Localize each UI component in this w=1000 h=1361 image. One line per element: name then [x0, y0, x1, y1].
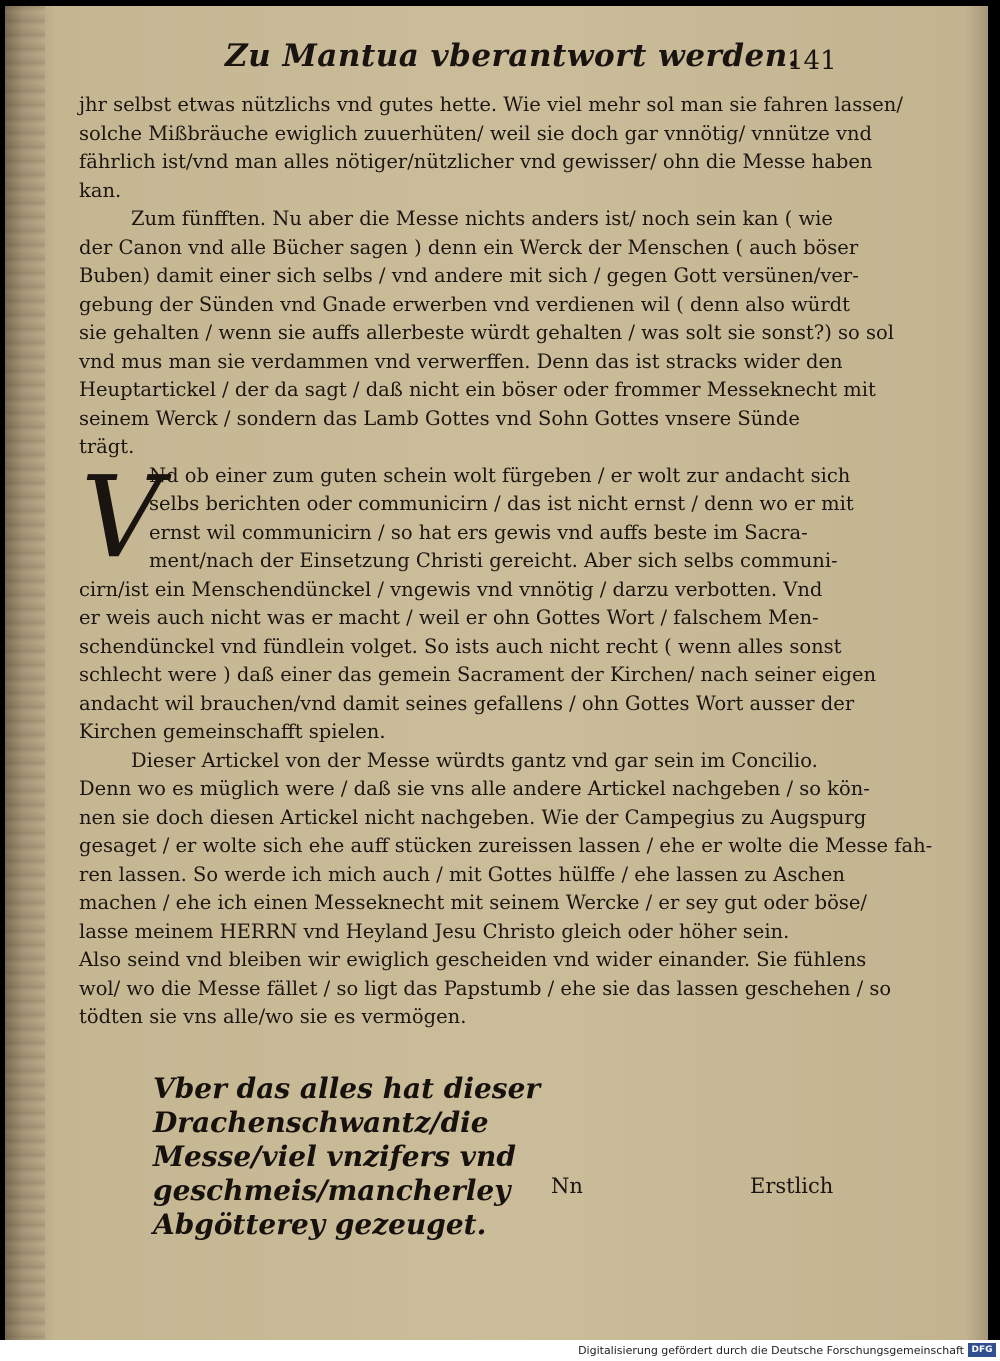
section-heading: [153, 1072, 803, 1242]
paragraph-2: [79, 205, 894, 462]
body-text: [79, 91, 933, 1032]
text-line: jhr selbst etwas nützlichs vnd gutes hette. Wie viel mehr sol man sie fahren lassen/: [79, 93, 903, 116]
page-edge-stain: [5, 6, 45, 1340]
text-line: seinem Werck / sondern das Lamb Gottes vnd Sohn Gottes vnsere Sünde: [79, 406, 800, 430]
text-line: machen / ehe ich einen Messeknecht mit seinem Wercke / er sey gut oder böse/: [79, 891, 867, 914]
page-number: 141: [787, 46, 837, 76]
text-line: er weis auch nicht was er macht / weil er ohn Gottes Wort / falschem Men-: [79, 606, 819, 629]
paragraph-3: [79, 452, 877, 747]
heading-line: Messe/viel vnzifers vnd geschmeis/mancherley: [153, 1140, 516, 1207]
text-line: selbs berichten oder communicirn / das ist nicht ernst / denn wo er mit: [149, 492, 854, 515]
catchword: Erstlich: [750, 1174, 834, 1198]
text-line: Dieser Artickel von der Messe würdts gantz vnd gar sein im Concilio.: [131, 748, 818, 772]
text-line: nen sie doch diesen Artickel nicht nachgeben. Wie der Campegius zu Augspurg: [79, 805, 867, 829]
text-line: schlecht were ) daß einer das gemein Sacrament der Kirchen/ nach seiner eigen: [79, 663, 877, 686]
text-line: Nd ob einer zum guten schein wolt fürgeben / er wolt zur andacht sich: [149, 463, 851, 487]
text-line: Also seind vnd bleiben wir ewiglich gescheiden vnd wider einander. Sie fühlens: [79, 948, 867, 971]
text-line: gebung der Sünden vnd Gnade erwerben vnd verdienen wil ( denn also würdt: [79, 292, 850, 316]
text-line: ren lassen. So werde ich mich auch / mit Gottes hülffe / ehe lassen zu Aschen: [79, 862, 845, 886]
text-line: schendünckel vnd fündlein volget. So ists auch nicht recht ( wenn alles sonst: [79, 634, 842, 658]
document-page: [5, 6, 988, 1340]
footer-bar: [0, 1340, 1000, 1361]
text-line: ernst wil communicirn / so hat ers gewis vnd auffs beste im Sacra-: [149, 520, 808, 544]
text-line: tödten sie vns alle/wo sie es vermögen.: [79, 1005, 467, 1028]
text-line: der Canon vnd alle Bücher sagen ) denn ein Werck der Menschen ( auch böser: [79, 235, 859, 259]
text-line: sie gehalten / wenn sie auffs allerbeste würdt gehalten / was solt sie sonst?) so sol: [79, 321, 894, 344]
running-title: Zu Mantua vberantwort werden.: [225, 38, 800, 74]
signature-mark: Nn: [551, 1174, 583, 1198]
paragraph-1: [79, 91, 903, 205]
text-line: Heuptartickel / der da sagt / daß nicht ein böser oder frommer Messeknecht mit: [79, 378, 876, 401]
text-line: Buben) damit einer sich selbs / vnd andere mit sich / gegen Gott versünen/ver-: [79, 264, 859, 287]
text-line: trägt.: [79, 435, 135, 458]
text-line: wol/ wo die Messe fället / so ligt das Papstumb / ehe sie das lassen geschehen / so: [79, 976, 892, 1000]
paragraph-4: [79, 747, 933, 1032]
heading-line: Vber das alles hat dieser Drachenschwantz/die: [153, 1072, 541, 1139]
decorated-initial: V: [81, 452, 162, 583]
text-line: gesaget / er wolte sich ehe auff stücken zureissen lassen / ehe er wolte die Messe fah-: [79, 834, 933, 857]
heading-line: Abgötterey gezeuget.: [153, 1208, 487, 1241]
text-line: cirn/ist ein Menschendünckel / vngewis vnd vnnötig / darzu verbotten. Vnd: [79, 577, 823, 601]
text-line: ment/nach der Einsetzung Christi gereicht. Aber sich selbs communi-: [149, 549, 838, 572]
text-line: solche Mißbräuche ewiglich zuuerhüten/ weil sie doch gar vnnötig/ vnnütze vnd: [79, 121, 873, 145]
text-line: fährlich ist/vnd man alles nötiger/nützlicher vnd gewisser/ ohn die Messe haben: [79, 150, 873, 173]
text-line: vnd mus man sie verdammen vnd verwerffen. Denn das ist stracks wider den: [79, 349, 843, 373]
text-line: andacht wil brauchen/vnd damit seines gefallens / ohn Gottes Wort ausser der: [79, 691, 855, 715]
dfg-logo-icon: DFG: [968, 1343, 996, 1357]
text-line: lasse meinem HERRN vnd Heyland Jesu Christo gleich oder höher sein.: [79, 919, 790, 943]
text-line: Kirchen gemeinschafft spielen.: [79, 720, 386, 743]
text-line: Denn wo es müglich were / daß sie vns alle andere Artickel nachgeben / so kön-: [79, 777, 870, 800]
text-line: kan.: [79, 178, 122, 202]
text-line: Zum fünfften. Nu aber die Messe nichts anders ist/ noch sein kan ( wie: [131, 207, 833, 230]
funding-notice: Digitalisierung gefördert durch die Deutsche Forschungsgemeinschaft: [578, 1344, 964, 1357]
